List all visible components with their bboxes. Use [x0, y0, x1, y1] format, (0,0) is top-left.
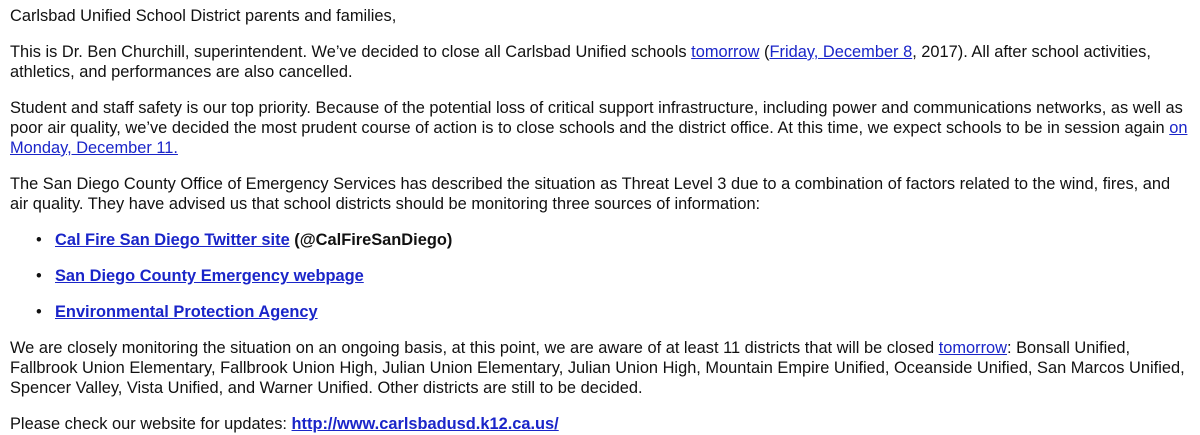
epa-link[interactable]: Environmental Protection Agency: [55, 303, 318, 321]
tomorrow-link[interactable]: tomorrow: [691, 43, 760, 61]
closure-text-c: , 2017). All after school activities, athletics, and performances are also cancelled.: [10, 43, 1151, 81]
closure-text-b: (: [759, 43, 770, 61]
cal-fire-handle: (@CalFireSanDiego): [289, 231, 453, 249]
emergency-services-paragraph: The San Diego County Office of Emergency Services has described the situation as Threat Level 3 due to a combination of factors related to the wind, fires, and air quality. They have advised us that school districts should be monitoring three sources of information:: [10, 175, 1171, 213]
list-item-county-emergency: [36, 266, 1190, 286]
closures-text-a: We are closely monitoring the situation on an ongoing basis, at this point, we are aware of at least 11 districts that will be closed: [10, 339, 939, 357]
monday-date-link[interactable]: on Monday, December 11.: [10, 119, 1188, 157]
website-paragraph: [10, 414, 1190, 434]
closures-text-b: : Bonsall Unified, Fallbrook Union Elementary, Fallbrook Union High, Julian Union Elementary, Julian Union High, Mountain Empire Unified, Oceanside Unified, San Marcos Unified, Spencer Valley, Vista Unified, and Warner Unified. Other districts are still to be decided.: [10, 339, 1185, 397]
safety-text: Student and staff safety is our top priority. Because of the potential loss of critical support infrastructure, including power and communications networks, as well as poor air quality, we’ve decided the most prudent course of action is to close schools and the district office. At this time, we expect schools to be in session again: [10, 99, 1183, 137]
cal-fire-twitter-link[interactable]: Cal Fire San Diego Twitter site: [55, 231, 290, 249]
bullet: •: [36, 267, 42, 285]
county-emergency-link[interactable]: San Diego County Emergency webpage: [55, 267, 364, 285]
district-website-link[interactable]: http://www.carlsbadusd.k12.ca.us/: [291, 415, 559, 433]
bullet: •: [36, 231, 42, 249]
safety-paragraph: [10, 98, 1190, 158]
tomorrow-link-2[interactable]: tomorrow: [938, 339, 1008, 357]
list-item-epa: [36, 302, 1190, 322]
closure-text-a: This is Dr. Ben Churchill, superintendent. We’ve decided to close all Carlsbad Unified schools: [10, 43, 692, 61]
bullet: •: [36, 303, 42, 321]
friday-date-link[interactable]: Friday, December 8: [769, 43, 913, 61]
greeting: Carlsbad Unified School District parents and families,: [10, 7, 397, 25]
website-text: Please check our website for updates:: [10, 415, 292, 433]
list-item-cal-fire: [36, 230, 1190, 250]
closure-announcement-paragraph: [10, 42, 1190, 82]
information-sources-list: [10, 230, 1190, 322]
district-closures-paragraph: [10, 338, 1190, 398]
